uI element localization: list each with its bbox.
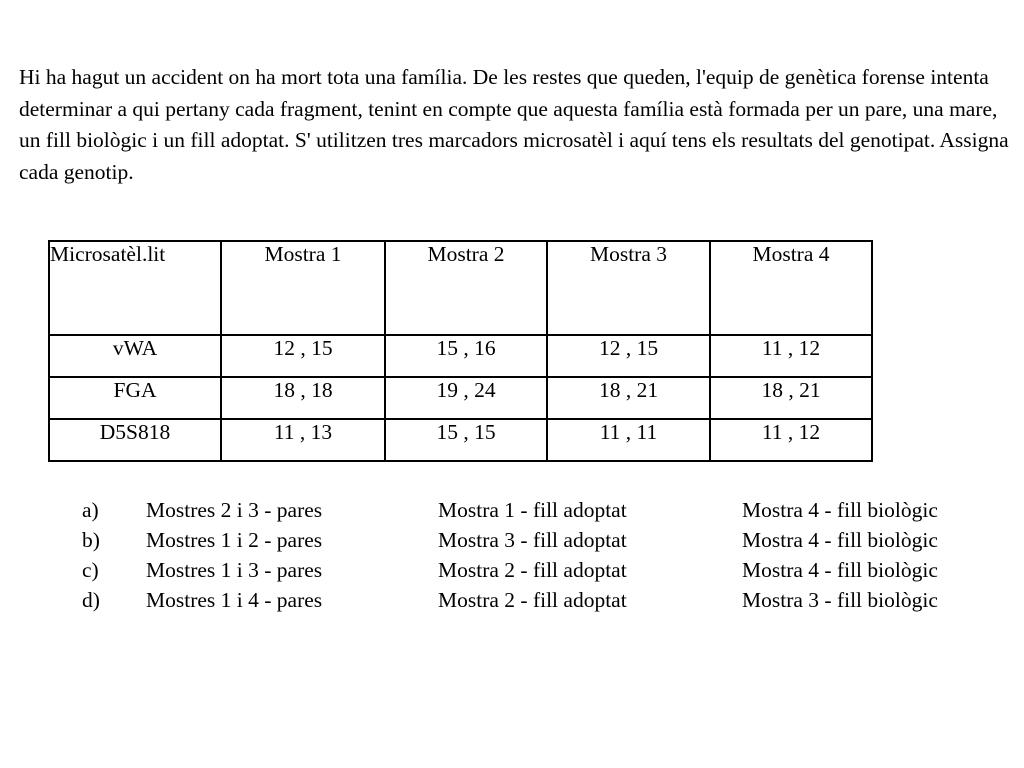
marker-label: D5S818	[49, 419, 221, 461]
answer-option-a[interactable]	[82, 495, 938, 525]
corner-header: Microsatèl.lit	[49, 241, 221, 335]
question-text: Hi ha hagut un accident on ha mort tota una família. De les restes que queden, l'equip de genètica forense intenta determinar a qui pertany cada fragment, tenint en compte que aquesta família està formada per un pare, una mare, un fill biològic i un fill adoptat. S' utilitzen tres marcadors microsatèl i aquí tens els resultats del genotipat. Assigna cada genotip.	[19, 65, 1009, 184]
option-parents: Mostres 1 i 3 - pares	[146, 558, 323, 582]
option-adopted: Mostra 3 - fill adoptat	[438, 528, 627, 552]
option-biological: Mostra 4 - fill biològic	[742, 498, 938, 522]
option-letter: b)	[82, 528, 100, 552]
genotype-cell: 18 , 18	[221, 377, 385, 419]
option-letter: c)	[82, 558, 99, 582]
table-row	[49, 419, 872, 461]
option-letter: d)	[82, 588, 100, 612]
option-parents: Mostres 2 i 3 - pares	[146, 498, 323, 522]
table-header-row	[49, 241, 872, 335]
genotype-cell: 11 , 13	[221, 419, 385, 461]
genotype-cell: 15 , 16	[385, 335, 547, 377]
column-header-mostra-1: Mostra 1	[221, 241, 385, 335]
option-letter: a)	[82, 498, 99, 522]
answer-option-b[interactable]	[82, 525, 938, 555]
genotype-table	[48, 240, 873, 462]
table-row	[49, 335, 872, 377]
genotype-cell: 11 , 12	[710, 419, 872, 461]
answer-option-d[interactable]	[82, 585, 938, 615]
column-header-mostra-4: Mostra 4	[710, 241, 872, 335]
option-biological: Mostra 4 - fill biològic	[742, 558, 938, 582]
genotype-cell: 12 , 15	[221, 335, 385, 377]
genotype-cell: 18 , 21	[710, 377, 872, 419]
column-header-mostra-3: Mostra 3	[547, 241, 710, 335]
marker-label: vWA	[49, 335, 221, 377]
genotype-cell: 19 , 24	[385, 377, 547, 419]
answer-option-c[interactable]	[82, 555, 938, 585]
genotype-cell: 11 , 11	[547, 419, 710, 461]
answer-options	[82, 495, 938, 615]
column-header-mostra-2: Mostra 2	[385, 241, 547, 335]
genotype-cell: 18 , 21	[547, 377, 710, 419]
option-parents: Mostres 1 i 4 - pares	[146, 588, 323, 612]
marker-label: FGA	[49, 377, 221, 419]
option-adopted: Mostra 1 - fill adoptat	[438, 498, 627, 522]
table-row	[49, 377, 872, 419]
option-biological: Mostra 4 - fill biològic	[742, 528, 938, 552]
genotype-cell: 12 , 15	[547, 335, 710, 377]
option-adopted: Mostra 2 - fill adoptat	[438, 558, 627, 582]
genotype-cell: 15 , 15	[385, 419, 547, 461]
option-parents: Mostres 1 i 2 - pares	[146, 528, 323, 552]
option-biological: Mostra 3 - fill biològic	[742, 588, 938, 612]
option-adopted: Mostra 2 - fill adoptat	[438, 588, 627, 612]
genotype-cell: 11 , 12	[710, 335, 872, 377]
